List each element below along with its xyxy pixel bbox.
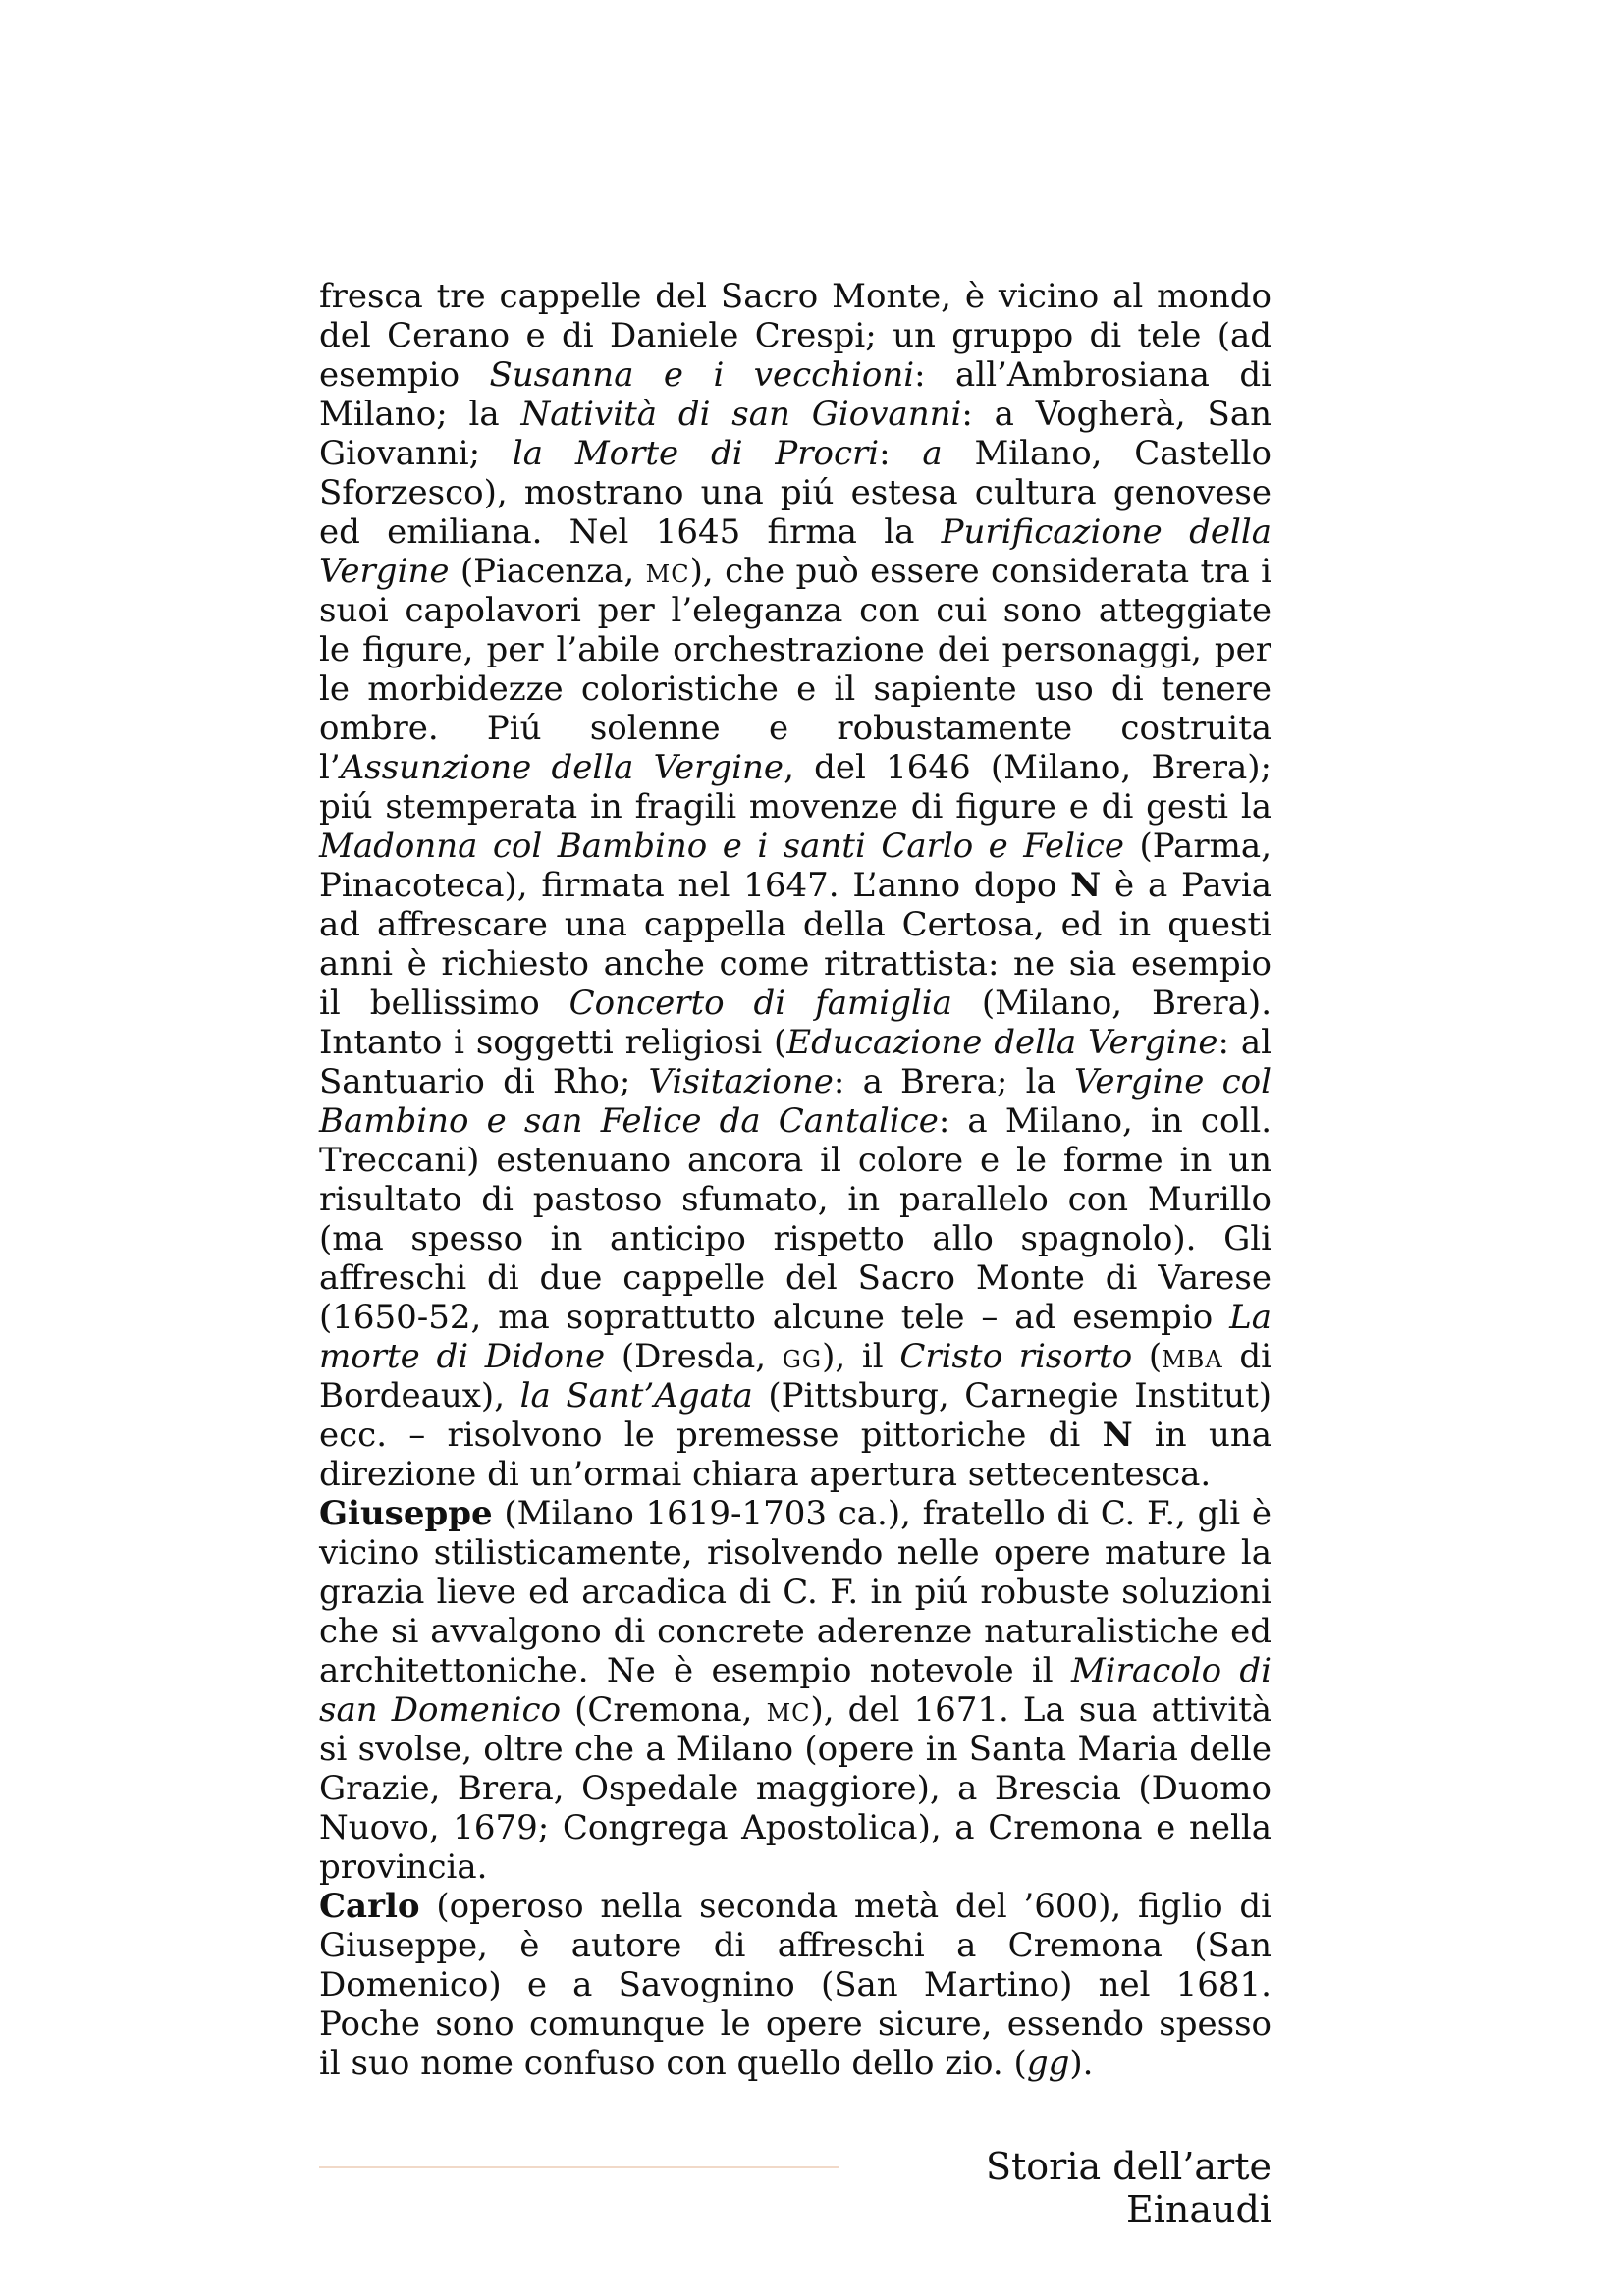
text-run: (Parma, Pinacoteca), firmata nel 1647. L’anno dopo (319, 827, 1272, 905)
text-run: (Pittsburg, Carnegie Institut) ecc. – risolvono le premesse pittoriche di (319, 1376, 1271, 1455)
text-run: : (879, 434, 923, 473)
italic-text: Vergine col Bambino e san Felice da Cantalice (319, 1062, 1271, 1141)
italic-text: Educazione della Vergine (786, 1023, 1218, 1062)
text-run: Milano, Castello Sforzesco), mostrano una piú estesa cultura genovese ed emiliana. Nel 1645 firma la (319, 434, 1272, 552)
text-run: (operoso nella seconda metà del ’600), figlio di Giuseppe, è autore di affreschi a Cremona (San Domenico) e a Savognino (San Martino) nel 1681. Poche sono comunque le opere sicure, essendo spesso il suo nome confuso con quello dello zio. ( (319, 1887, 1271, 2083)
text-run: : a Vogherà, San Giovanni; (319, 395, 1272, 473)
text-run: (Cremona, (561, 1690, 767, 1730)
text-run: ), il (822, 1337, 900, 1376)
text-run: : a Brera; la (833, 1062, 1074, 1101)
italic-text: Assunzione della Vergine (340, 748, 784, 787)
italic-text: Purificazione della Vergine (319, 512, 1271, 591)
abbreviation: mc (645, 552, 690, 591)
text-run: di Bordeaux), (319, 1337, 1272, 1415)
italic-text: Miracolo di san Domenico (319, 1651, 1271, 1730)
text-run: ), del 1671. La sua attività si svolse, oltre che a Milano (opere in Santa Maria delle Grazie, Brera, Ospedale maggiore), a Brescia (Duomo Nuovo, 1679; Congrega Apostolica), a Cremona e nella provincia. (319, 1690, 1271, 1887)
abbreviation: mc (766, 1690, 811, 1730)
text-run: in una direzione di un’ormai chiara apertura settecentesca. (319, 1415, 1272, 1494)
text-run: ). (1069, 2044, 1094, 2083)
text-run: : all’Ambrosiana di Milano; la (319, 355, 1271, 434)
text-run: (Milano, Brera). Intanto i soggetti religiosi ( (319, 984, 1272, 1062)
italic-text: Cristo risorto (899, 1337, 1133, 1376)
italic-text: Concerto di famiglia (568, 984, 952, 1023)
footer-rule (319, 2166, 839, 2168)
italic-text: Visitazione (648, 1062, 834, 1101)
text-run: è a Pavia ad affrescare una cappella della Certosa, ed in questi anni è richiesto anche come ritrattista: ne sia esempio il bellissimo (319, 866, 1271, 1023)
body-text (319, 277, 1271, 2083)
text-run: , del 1646 (Milano, Brera); piú stemperata in fragili movenze di figure e di gesti la (319, 748, 1271, 827)
text-run: ( (1132, 1337, 1163, 1376)
paragraph-carlo (319, 1887, 1271, 2083)
italic-text: La morte di Didone (319, 1298, 1271, 1376)
text-run: (Piacenza, (449, 552, 646, 591)
text-run: : a Milano, in coll. Treccani) estenuano ancora il colore e le forme in un risultato di pastoso sfumato, in parallelo con Murillo (ma spesso in anticipo rispetto allo spagnolo). Gli affreschi di due cappelle del Sacro Monte di Varese (1650-52, ma soprattutto alcune tele – ad esempio (319, 1101, 1271, 1337)
bold-text: Carlo (319, 1887, 420, 1926)
italic-text: gg (1026, 2044, 1070, 2083)
italic-text: Madonna col Bambino e i santi Carlo e Felice (319, 827, 1125, 866)
bold-text: Giuseppe (319, 1494, 493, 1533)
abbreviation: mba (1162, 1337, 1223, 1376)
abbreviation: gg (782, 1337, 823, 1376)
paragraph-giuseppe (319, 1494, 1271, 1887)
italic-text: a (922, 434, 943, 473)
paragraph-c-f (319, 277, 1271, 1494)
bold-text: N (1070, 866, 1102, 905)
italic-text: la Sant’Agata (519, 1376, 753, 1415)
italic-text: Susanna e i vecchioni (489, 355, 915, 395)
text-run: fresca tre cappelle del Sacro Monte, è vicino al mondo del Cerano e di Daniele Crespi; un gruppo di tele (ad esempio (319, 277, 1271, 395)
bold-text: N (1102, 1415, 1133, 1455)
text-run: ), che può essere considerata tra i suoi capolavori per l’eleganza con cui sono atteggiate le figure, per l’abile orchestrazione dei personaggi, per le morbidezze coloristiche e il sapiente uso di tenere ombre. Piú solenne e robustamente costruita l’ (319, 552, 1271, 787)
text-run: : al Santuario di Rho; (319, 1023, 1271, 1101)
italic-text: Natività di san Giovanni (520, 395, 962, 434)
italic-text: la Morte di Procri (512, 434, 880, 473)
text-run: (Dresda, (605, 1337, 783, 1376)
footer-title: Storia dell’arte Einaudi (985, 2145, 1271, 2231)
text-run: (Milano 1619-1703 ca.), fratello di C. F., gli è vicino stilisticamente, risolvendo nelle opere mature la grazia lieve ed arcadica di C. F. in piú robuste soluzioni che si avvalgono di concrete aderenze naturalistiche ed architettoniche. Ne è esempio notevole il (319, 1494, 1271, 1690)
